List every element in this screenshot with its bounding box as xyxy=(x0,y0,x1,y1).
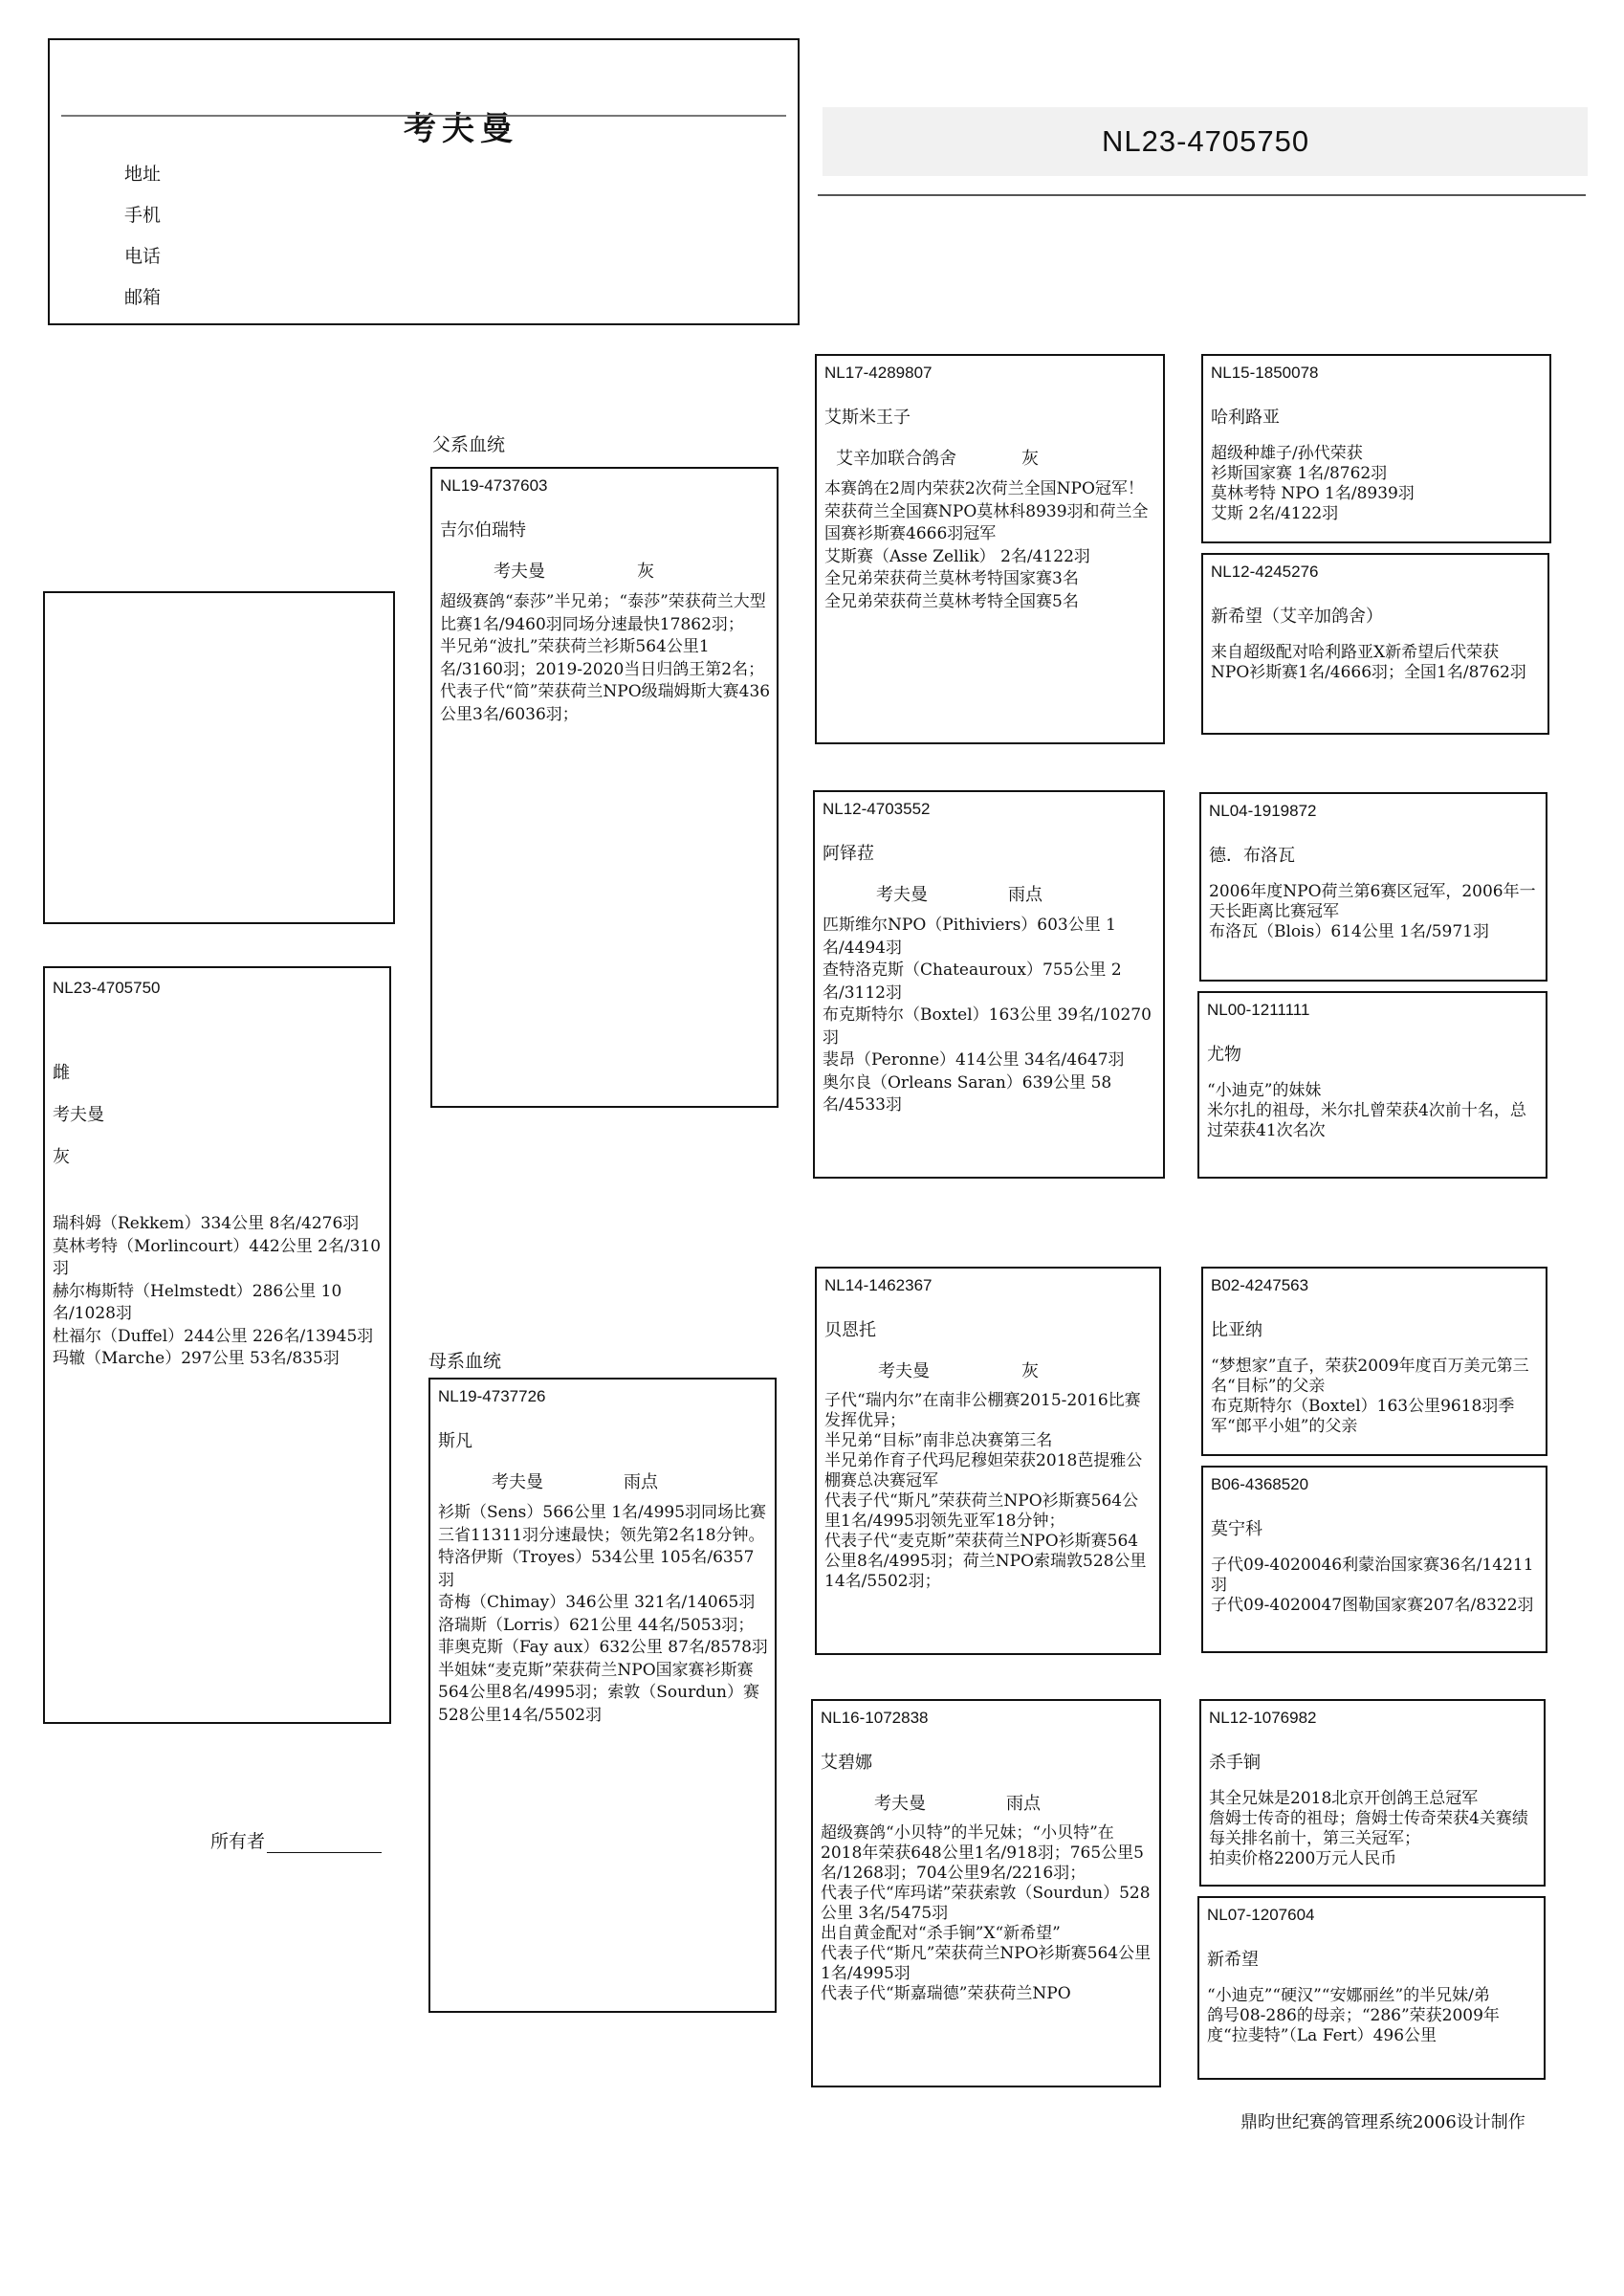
note-line: 其全兄妹是2018北京开创鸽王总冠军 xyxy=(1209,1789,1479,1808)
sire-breeder: 考夫曼 xyxy=(494,562,545,582)
dsd-card xyxy=(1201,1466,1547,1653)
note-line: 本赛鸽在2周内荣获2次荷兰全国NPO冠军！ xyxy=(824,479,1144,498)
dsd-ring: B06-4368520 xyxy=(1211,1475,1309,1493)
sss-notes xyxy=(1211,444,1544,524)
note-line: 衫斯国家赛 1名/8762羽 xyxy=(1211,464,1388,483)
note-line: 半兄弟“波扎”荣获荷兰衫斯564公里1名/3160羽；2019-2020当日归鸽王第2名； xyxy=(440,637,765,679)
note-line: 2006年度NPO荷兰第6赛区冠军，2006年一天长距离比赛冠军 xyxy=(1209,882,1536,921)
note-line: 子代09-4020047图勒国家赛207名/8322羽 xyxy=(1211,1596,1534,1615)
dam-sire-ring: NL14-1462367 xyxy=(824,1276,933,1294)
dsd-notes xyxy=(1211,1556,1540,1616)
note-line: 杜福尔（Duffel）244公里 226名/13945羽 xyxy=(53,1326,374,1346)
dam-ring: NL19-4737726 xyxy=(438,1387,546,1405)
dds-notes xyxy=(1209,1789,1538,1869)
sire-sire-name: 艾斯米王子 xyxy=(824,408,911,428)
sire-notes xyxy=(440,591,771,726)
sire-card xyxy=(430,467,779,1108)
note-line: 米尔扎的祖母，米尔扎曾荣获4次前十名，总过荣获41次名次 xyxy=(1207,1101,1526,1140)
dss-notes xyxy=(1211,1357,1540,1437)
subject-notes xyxy=(53,1213,384,1371)
sire-ring: NL19-4737603 xyxy=(440,476,548,495)
note-line: 玛辙（Marche）297公里 53名/835羽 xyxy=(53,1349,340,1368)
sdd-card xyxy=(1197,991,1547,1179)
note-line: 超级赛鸽“泰莎”半兄弟；“泰莎”荣获荷兰大型比赛1名/9460羽同场分速最快17862羽； xyxy=(440,592,766,634)
sire-sire-ring: NL17-4289807 xyxy=(824,364,933,382)
header-divider xyxy=(61,115,786,117)
note-line: “梦想家”直子，荣获2009年度百万美元第三名“目标”的父亲 xyxy=(1211,1357,1529,1396)
sire-name: 吉尔伯瑞特 xyxy=(440,520,526,541)
dsd-name: 莫宁科 xyxy=(1211,1519,1262,1539)
ring-title: NL23-4705750 xyxy=(1102,124,1310,158)
note-line: 特洛伊斯（Troyes）534公里 105名/6357羽 xyxy=(438,1548,755,1590)
owner-signature-line xyxy=(210,1827,382,1853)
dam-sire-notes xyxy=(824,1391,1153,1592)
note-line: 衫斯（Sens）566公里 1名/4995羽同场比赛三省11311羽分速最快；领先第2名18分钟。 xyxy=(438,1503,767,1545)
subject-sex: 雌 xyxy=(53,1063,70,1083)
owner-blank xyxy=(267,1835,382,1853)
dds-name: 杀手锏 xyxy=(1209,1753,1261,1773)
dds-ring: NL12-1076982 xyxy=(1209,1709,1317,1727)
dam-line-label: 母系血统 xyxy=(428,1351,502,1372)
note-line: 半兄弟“目标”南非总决赛第三名 xyxy=(824,1431,1053,1450)
note-line: 代表子代“斯嘉瑞德”荣获荷兰NPO xyxy=(821,1984,1071,2003)
sds-ring: NL04-1919872 xyxy=(1209,802,1317,820)
note-line: 菲奥克斯（Fay aux）632公里 87名/8578羽 xyxy=(438,1638,768,1657)
owner-label: 所有者 xyxy=(210,1831,266,1852)
subject-card xyxy=(43,966,391,1724)
note-line: 奥尔良（Orleans Saran）639公里 58名/4533羽 xyxy=(823,1072,1112,1115)
dam-sire-card xyxy=(815,1267,1161,1655)
note-line: 超级种雄子/孙代荣获 xyxy=(1211,444,1363,463)
dam-dam-notes xyxy=(821,1823,1153,2004)
note-line: 代表子代“简”荣获荷兰NPO级瑞姆斯大赛436公里3名/6036羽； xyxy=(440,682,771,724)
dds-card xyxy=(1199,1699,1546,1887)
sire-dam-name: 阿铎菈 xyxy=(823,844,874,864)
note-line: 布克斯特尔（Boxtel）163公里9618羽季军“郎平小姐”的父亲 xyxy=(1211,1397,1515,1436)
note-line: 代表子代“麦克斯”荣获荷兰NPO衫斯赛564公里8名/4995羽；荷兰NPO索瑞敦528公里14名/5502羽； xyxy=(824,1532,1147,1591)
sire-sire-color: 灰 xyxy=(1021,449,1039,469)
note-line: 子代09-4020046利蒙治国家赛36名/14211羽 xyxy=(1211,1556,1534,1595)
note-line: 洛瑞斯（Lorris）621公里 44名/5053羽； xyxy=(438,1615,755,1635)
dam-color: 雨点 xyxy=(624,1472,658,1492)
note-line: 超级赛鸽“小贝特”的半兄妹；“小贝特”在2018年荣获648公里1名/918羽；765公里5名/1268羽；704公里9名/2216羽； xyxy=(821,1823,1144,1883)
sds-notes xyxy=(1209,882,1540,942)
note-line: 布洛瓦（Blois）614公里 1名/5971羽 xyxy=(1209,922,1489,941)
ddd-card xyxy=(1197,1896,1546,2080)
subject-ring: NL23-4705750 xyxy=(53,979,161,997)
sdd-ring: NL00-1211111 xyxy=(1207,1001,1310,1019)
note-line: 奇梅（Chimay）346公里 321名/14065羽 xyxy=(438,1593,756,1612)
note-line: 子代“瑞内尔”在南非公棚赛2015-2016比赛发挥优异； xyxy=(824,1391,1141,1430)
note-line: 詹姆士传奇的祖母；詹姆士传奇荣获4关赛绩每关排名前十，第三关冠军； xyxy=(1209,1809,1528,1848)
dam-dam-color: 雨点 xyxy=(1006,1794,1041,1814)
sdd-name: 尤物 xyxy=(1207,1045,1241,1065)
note-line: 荣获荷兰全国赛NPO莫林科8939羽和荷兰全国赛衫斯赛4666羽冠军 xyxy=(824,501,1149,543)
sire-sire-breeder: 艾辛加联合鸽舍 xyxy=(836,449,956,469)
sire-dam-notes xyxy=(823,915,1157,1117)
sdd-notes xyxy=(1207,1081,1540,1141)
email-label: 邮箱 xyxy=(124,287,162,308)
sire-dam-breeder: 考夫曼 xyxy=(876,885,928,905)
note-line: “小迪克”的妹妹 xyxy=(1207,1081,1322,1100)
dam-dam-ring: NL16-1072838 xyxy=(821,1709,929,1727)
note-line: 拍卖价格2200万元人民币 xyxy=(1209,1849,1397,1868)
dam-dam-name: 艾碧娜 xyxy=(821,1753,872,1773)
phone-label: 电话 xyxy=(124,246,162,267)
sire-dam-color: 雨点 xyxy=(1008,885,1042,905)
owner-header-card xyxy=(48,38,800,325)
dam-sire-breeder: 考夫曼 xyxy=(878,1361,930,1381)
note-line: 代表子代“斯凡”荣获荷兰NPO衫斯赛564公里1名/4995羽领先亚军18分钟； xyxy=(824,1491,1139,1531)
photo-frame xyxy=(43,591,395,924)
dss-ring: B02-4247563 xyxy=(1211,1276,1309,1294)
footer-credit: 鼎昀世纪赛鸽管理系统2006设计制作 xyxy=(1240,2112,1525,2132)
note-line: 莫林考特 NPO 1名/8939羽 xyxy=(1211,484,1415,503)
dam-card xyxy=(428,1378,777,2013)
sire-color: 灰 xyxy=(637,562,654,582)
owner-name: 考夫曼 xyxy=(404,110,518,148)
note-line: 艾斯赛（Asse Zellik） 2名/4122羽 xyxy=(824,546,1090,566)
note-line: 鸽号08-286的母亲；“286”荣获2009年度“拉斐特”（La Fert）496公里 xyxy=(1207,2006,1500,2045)
ssd-notes xyxy=(1211,643,1542,683)
sire-sire-card xyxy=(815,354,1165,744)
note-line: “小迪克”“硬汉”“安娜丽丝”的半兄妹/弟 xyxy=(1207,1986,1490,2005)
sss-card xyxy=(1201,354,1551,543)
note-line: 艾斯 2名/4122羽 xyxy=(1211,504,1339,523)
note-line: 布克斯特尔（Boxtel）163公里 39名/10270羽 xyxy=(823,1005,1152,1048)
subject-breeder: 考夫曼 xyxy=(53,1105,104,1125)
sds-card xyxy=(1199,792,1547,982)
note-line: 莫林考特（Morlincourt）442公里 2名/310羽 xyxy=(53,1236,382,1278)
sds-name: 德．布洛瓦 xyxy=(1209,846,1295,866)
note-line: 半兄弟作育子代玛尼穆妲荣获2018芭提雅公棚赛总决赛冠军 xyxy=(824,1451,1143,1490)
sire-sire-notes xyxy=(824,478,1157,613)
ssd-name: 新希望（艾辛加鸽舍） xyxy=(1211,607,1383,627)
note-line: 代表子代“库玛诺”荣获索敦（Sourdun）528公里 3名/5475羽 xyxy=(821,1884,1151,1923)
dss-card xyxy=(1201,1267,1547,1456)
ssd-ring: NL12-4245276 xyxy=(1211,563,1319,581)
note-line: 全兄弟荣获荷兰莫林考特国家赛3名 xyxy=(824,569,1079,588)
note-line: 匹斯维尔NPO（Pithiviers）603公里 1名/4494羽 xyxy=(823,916,1116,958)
dam-dam-card xyxy=(811,1699,1161,2087)
note-line: 瑞科姆（Rekkem）334公里 8名/4276羽 xyxy=(53,1214,360,1233)
ssd-card xyxy=(1201,553,1549,735)
sss-ring: NL15-1850078 xyxy=(1211,364,1319,382)
dss-name: 比亚纳 xyxy=(1211,1320,1262,1340)
dam-sire-color: 灰 xyxy=(1021,1361,1039,1381)
sire-dam-card xyxy=(813,790,1165,1179)
dam-notes xyxy=(438,1502,769,1727)
note-line: NPO衫斯赛1名/4666羽；全国1名/8762羽 xyxy=(1211,663,1526,682)
dam-breeder: 考夫曼 xyxy=(492,1472,543,1492)
note-line: 出自黄金配对“杀手锏”X“新希望” xyxy=(821,1924,1061,1943)
subject-color: 灰 xyxy=(53,1147,70,1167)
dam-name: 斯凡 xyxy=(438,1431,472,1451)
note-line: 裴昂（Peronne）414公里 34名/4647羽 xyxy=(823,1050,1125,1070)
dam-dam-breeder: 考夫曼 xyxy=(874,1794,926,1814)
sire-line-label: 父系血统 xyxy=(432,434,506,455)
ddd-ring: NL07-1207604 xyxy=(1207,1906,1315,1924)
ring-title-divider xyxy=(818,194,1586,196)
mobile-label: 手机 xyxy=(124,205,162,226)
sire-dam-ring: NL12-4703552 xyxy=(823,800,931,818)
sss-name: 哈利路亚 xyxy=(1211,408,1280,428)
note-line: 全兄弟荣获荷兰莫林考特全国赛5名 xyxy=(824,591,1079,611)
dam-sire-name: 贝恩托 xyxy=(824,1320,876,1340)
note-line: 来自超级配对哈利路亚X新希望后代荣获 xyxy=(1211,643,1500,662)
note-line: 代表子代“斯凡”荣获荷兰NPO衫斯赛564公里 1名/4995羽 xyxy=(821,1944,1152,1983)
note-line: 查特洛克斯（Chateauroux）755公里 2名/3112羽 xyxy=(823,960,1122,1003)
note-line: 半姐妹“麦克斯”荣获荷兰NPO国家赛衫斯赛564公里8名/4995羽；索敦（Sourdun）赛528公里14名/5502羽 xyxy=(438,1660,759,1725)
ddd-name: 新希望 xyxy=(1207,1950,1259,1970)
note-line: 赫尔梅斯特（Helmstedt）286公里 10名/1028羽 xyxy=(53,1281,342,1323)
address-label: 地址 xyxy=(124,164,162,185)
ddd-notes xyxy=(1207,1986,1538,2046)
